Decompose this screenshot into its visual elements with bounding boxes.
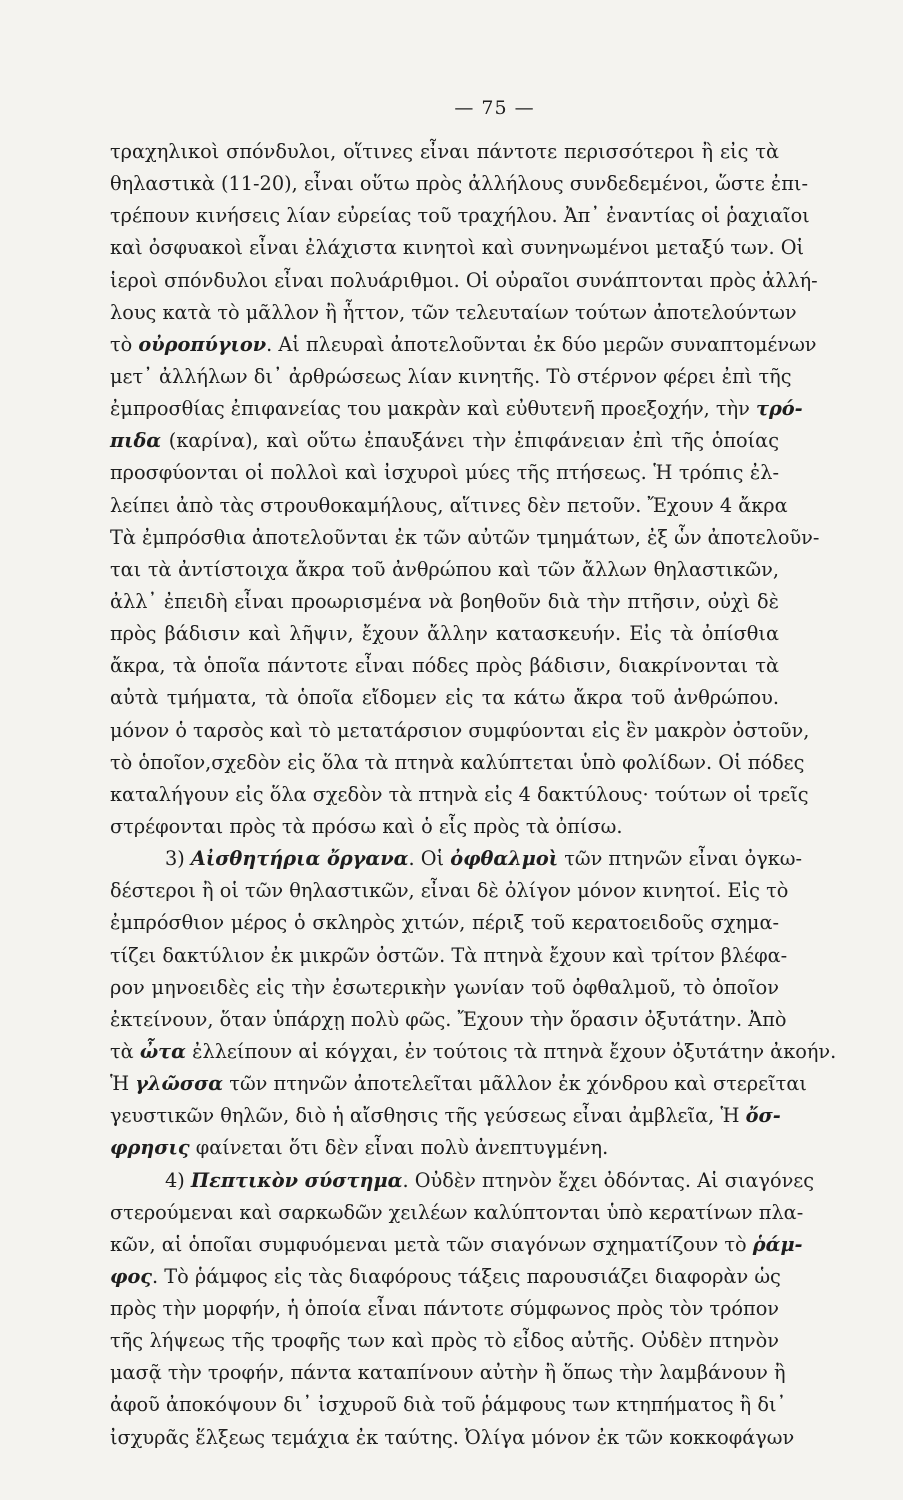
emphasized-term: πιδα: [110, 429, 162, 453]
emphasized-term: ὦτα: [139, 1039, 186, 1063]
text-line: καταλήγουν εἰς ὅλα σχεδὸν τὰ πτηνὰ εἰς 4 δακτύλους· τούτων οἱ τρεῖς: [110, 782, 809, 806]
text-line: στερούμεναι καὶ σαρκωδῶν χειλέων καλύπτονται ὑπὸ κερατίνων πλα-: [110, 1200, 804, 1224]
emphasized-term: ῥάμ-: [752, 1232, 803, 1256]
text-line: μετ᾽ ἀλλήλων δι᾽ ἀρθρώσεως λίαν κινητῆς. Τὸ στέρνον φέρει ἐπὶ τῆς: [110, 364, 792, 388]
emphasized-term: φρησις: [110, 1136, 190, 1160]
text-line: πρὸς τὴν μορφήν, ἡ ὁποία εἶναι πάντοτε σύμφωνος πρὸς τὸν τρόπον: [110, 1297, 780, 1321]
text-line: ἐμπρόσθιον μέρος ὁ σκληρὸς χιτών, πέριξ τοῦ κερατοειδοῦς σχημα-: [110, 911, 779, 935]
emphasized-term: ὀφθαλμοὶ: [450, 847, 559, 871]
text-line: θηλαστικὰ (11-20), εἶναι οὕτω πρὸς ἀλλήλους συνδεδεμένοι, ὥστε ἐπι-: [110, 172, 808, 196]
text-line: λους κατὰ τὸ μᾶλλον ἢ ἧττον, τῶν τελευταίων τούτων ἀποτελούντων: [110, 300, 797, 324]
emphasized-term: ὄσ-: [745, 1104, 781, 1128]
text-line: ται τὰ ἀντίστοιχα ἄκρα τοῦ ἀνθρώπου καὶ τῶν ἄλλων θηλαστικῶν,: [110, 557, 779, 581]
text-line: ρον μηνοειδὲς εἰς τὴν ἐσωτερικὴν γωνίαν τοῦ ὀφθαλμοῦ, τὸ ὁποῖον: [110, 975, 779, 999]
text-line: 3) Αἰσθητήρια ὄργανα. Οἱ ὀφθαλμοὶ τῶν πτηνῶν εἶναι ὀγκω-: [165, 847, 803, 871]
text-line: στρέφονται πρὸς τὰ πρόσω καὶ ὁ εἷς πρὸς τὰ ὀπίσω.: [110, 814, 623, 838]
text-line: τραχηλικοὶ σπόνδυλοι, οἵτινες εἶναι πάντοτε περισσότεροι ἢ εἰς τὰ: [110, 140, 779, 163]
emphasized-term: Πεπτικὸν σύστημα: [190, 1168, 403, 1192]
text-line: μόνον ὁ ταρσὸς καὶ τὸ μετατάρσιον συμφύονται εἰς ἓν μακρὸν ὀστοῦν,: [110, 718, 810, 742]
text-line: μασᾷ τὴν τροφήν, πάντα καταπίνουν αὐτὴν ἢ ὅπως τὴν λαμβάνουν ἢ: [110, 1361, 786, 1385]
text-line: δέστεροι ἢ οἱ τῶν θηλαστικῶν, εἶναι δὲ ὀλίγον μόνον κινητοί. Εἰς τὸ: [110, 879, 789, 903]
text-line: αὐτὰ τμήματα, τὰ ὁποῖα εἴδομεν εἰς τα κάτω ἄκρα τοῦ ἀνθρώπου.: [110, 686, 779, 710]
text-line: ἰσχυρᾶς ἕλξεως τεμάχια ἐκ ταύτης. Ὀλίγα μόνον ἐκ τῶν κοκκοφάγων: [110, 1425, 795, 1449]
text-line: πιδα (καρίνα), καὶ οὕτω ἐπαυξάνει τὴν ἐπιφάνειαν ἐπὶ τῆς ὁποίας: [110, 429, 779, 453]
text-line: ἱεροὶ σπόνδυλοι εἶναι πολυάριθμοι. Οἱ οὐραῖοι συνάπτονται πρὸς ἀλλή-: [110, 268, 818, 292]
text-line: καὶ ὀσφυακοὶ εἶναι ἐλάχιστα κινητοὶ καὶ συνηνωμένοι μεταξύ των. Οἱ: [110, 236, 805, 260]
emphasized-term: οὐροπύγιον: [138, 332, 267, 356]
text-line: ἄκρα, τὰ ὁποῖα πάντοτε εἶναι πόδες πρὸς βάδισιν, διακρίνονται τὰ: [110, 654, 779, 678]
emphasized-term: τρό-: [756, 397, 803, 421]
page-number: — 75 —: [454, 97, 535, 119]
emphasized-term: γλῶσσα: [135, 1072, 224, 1096]
text-line: φρησις φαίνεται ὅτι δὲν εἶναι πολὺ ἀνεπτυγμένη.: [110, 1136, 609, 1160]
text-line: Ἡ γλῶσσα τῶν πτηνῶν ἀποτελεῖται μᾶλλον ἐκ χόνδρου καὶ στερεῖται: [110, 1072, 807, 1096]
text-line: πρὸς βάδισιν καὶ λῆψιν, ἔχουν ἄλλην κατασκευήν. Εἰς τὰ ὀπίσθια: [110, 622, 779, 646]
body-text: [110, 136, 837, 1454]
emphasized-term: φος: [110, 1264, 153, 1288]
text-line: λείπει ἀπὸ τὰς στρουθοκαμήλους, αἵτινες δὲν πετοῦν. Ἔχουν 4 ἄκρα: [110, 493, 788, 517]
text-line: τίζει δακτύλιον ἐκ μικρῶν ὀστῶν. Τὰ πτηνὰ ἔχουν καὶ τρίτον βλέφα-: [110, 943, 788, 967]
text-line: 4) Πεπτικὸν σύστημα. Οὐδὲν πτηνὸν ἔχει ὀδόντας. Αἱ σιαγόνες: [165, 1168, 815, 1192]
text-line: τὸ οὐροπύγιον. Αἱ πλευραὶ ἀποτελοῦνται ἐκ δύο μερῶν συναπτομένων: [110, 332, 817, 356]
text-line: ἀλλ᾽ ἐπειδὴ εἶναι προωρισμένα νὰ βοηθοῦν διὰ τὴν πτῆσιν, οὐχὶ δὲ: [110, 589, 779, 613]
text-line: τὸ ὁποῖον,σχεδὸν εἰς ὅλα τὰ πτηνὰ καλύπτεται ὑπὸ φολίδων. Οἱ πόδες: [110, 750, 805, 774]
text-line: τὰ ὦτα ἐλλείπουν αἱ κόγχαι, ἐν τούτοις τὰ πτηνὰ ἔχουν ὀξυτάτην ἀκοήν.: [110, 1039, 837, 1063]
text-line: γευστικῶν θηλῶν, διὸ ἡ αἴσθησις τῆς γεύσεως εἶναι ἀμβλεῖα, Ἡ ὄσ-: [110, 1104, 781, 1128]
text-line: τῆς λήψεως τῆς τροφῆς των καὶ πρὸς τὸ εἶδος αὐτῆς. Οὐδὲν πτηνὸν: [110, 1329, 779, 1353]
text-line: φος. Τὸ ῥάμφος εἰς τὰς διαφόρους τάξεις παρουσιάζει διαφορὰν ὡς: [110, 1264, 781, 1288]
text-line: κῶν, αἱ ὁποῖαι συμφυόμεναι μετὰ τῶν σιαγόνων σχηματίζουν τὸ ῥάμ-: [110, 1232, 803, 1256]
text-line: προσφύονται οἱ πολλοὶ καὶ ἰσχυροὶ μύες τῆς πτήσεως. Ἡ τρόπις ἐλ-: [110, 461, 779, 485]
emphasized-term: Αἰσθητήρια ὄργανα: [190, 847, 409, 871]
text-line: ἀφοῦ ἀποκόψουν δι᾽ ἰσχυροῦ διὰ τοῦ ῥάμφους των κτηπήματος ἢ δι᾽: [110, 1393, 787, 1417]
text-line: ἐμπροσθίας ἐπιφανείας του μακρὰν καὶ εὐθυτενῆ προεξοχήν, τὴν τρό-: [110, 397, 803, 421]
text-line: Τὰ ἐμπρόσθια ἀποτελοῦνται ἐκ τῶν αὐτῶν τμημάτων, ἐξ ὧν ἀποτελοῦν-: [110, 525, 820, 549]
text-line: ἐκτείνουν, ὅταν ὑπάρχῃ πολὺ φῶς. Ἔχουν τὴν ὅρασιν ὀξυτάτην. Ἀπὸ: [110, 1007, 787, 1031]
text-line: τρέπουν κινήσεις λίαν εὐρείας τοῦ τραχήλου. Ἀπ᾽ ἐναντίας οἱ ῥαχιαῖοι: [110, 204, 810, 228]
